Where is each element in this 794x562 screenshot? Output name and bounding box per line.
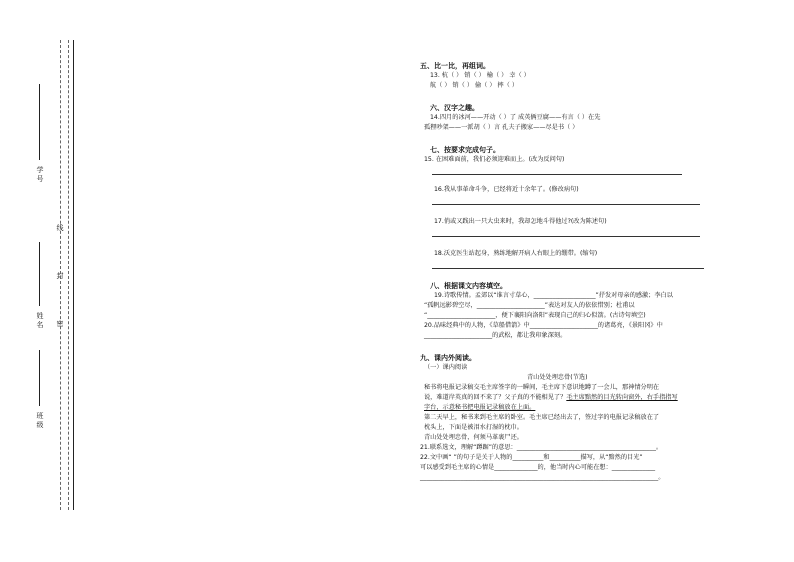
q22-line3: _____________________________________________________________________________。 [420, 474, 665, 481]
article-p1-l2 [424, 394, 678, 402]
name-label: 姓名 [36, 312, 44, 329]
q17-text: 17.俏或又践出一只大虫来时，我却怎地斗得他过?(改为陈述句) [434, 218, 607, 225]
section9-sub: （一）课内阅读 [424, 364, 468, 371]
article-p1-l1: 秘书将电报记录稿交毛主席签字的一瞬间，毛主席下意识地蹲了一会儿，那神情分明在 [424, 384, 660, 391]
article-title: 青山处处埋忠骨(节选) [527, 374, 588, 381]
section6-line2: 孤狸吵架——一派胡（ ）言 孔夫子搬家——尽是书（ ） [424, 124, 579, 131]
q15-answer-line[interactable] [432, 174, 682, 175]
section5-row2: 航（ ） 销（ ） 偷（ ） 摔（ ） [430, 82, 519, 89]
section6-line1: 14.四月的冰河——开动（ ）了 成英俩豆腐——有言（ ）在先 [430, 114, 601, 121]
q22-line2: 可以感受到毛主席的心情是______________的，他当时内心可能在想：______________ [420, 464, 656, 471]
section7-title: 七、按要求完成句子。 [430, 146, 500, 154]
binding-mark-xian: 线 [56, 224, 64, 232]
article-p1-l2-plain: 说，难道岸英真的回不来了？父子真的不能相见了？ [424, 394, 567, 401]
section5-title: 五、比一比，再组词。 [420, 62, 490, 70]
q15-text: 15. 在困难面前，我们必须迎难而上。(改为反问句) [424, 156, 565, 163]
article-p2-l2: 枕头上，下面是被泪水打湿的枕巾。 [424, 424, 523, 431]
q19-line1: 19.诗歌传情。孟郊以“谁言寸草心，____________________”抒发对母亲的感激；李白以 [434, 292, 673, 299]
underlined-sentence-part2: 字台，示意秘书把电报记录稿放在上面。 [424, 404, 536, 411]
q17-answer-line[interactable] [432, 236, 700, 237]
q18-text: 18.沃克医生站起身，熟练地解开病人右眼上的绷带。(缩句) [434, 250, 598, 257]
section9-title: 九、课内外阅读。 [420, 354, 476, 362]
student-id-label: 学号 [36, 166, 44, 183]
binding-mark-mi: 密 [56, 320, 64, 328]
q20-line1: 20.品味经典中的人物，《草船借箭》中______________________的诸葛亮，《景阳冈》中 [424, 322, 663, 329]
student-id-field[interactable] [39, 84, 40, 160]
q19-line2: “孤帆远影碧空尽，______________________”表达对友人的依依惜别；杜甫以 [424, 302, 635, 309]
article-p2-l1: 第二天早上，秘书来到毛主席的卧室。毛主席已经出去了，签过字的电报记录稿放在了 [424, 414, 660, 421]
section8-title: 八、根据课文内容填空。 [430, 282, 507, 290]
q20-line2: ______________________的武松，都让我印象深刻。 [424, 332, 567, 339]
q22-line1: 22.文中画“ ”的句子是关于人物的__________和__________描写，从“黯然的目光” [420, 454, 643, 461]
q19-line3: “______________________，便下襄阳向洛阳”表现自己的归心似箭。(古诗句填空) [424, 312, 646, 319]
class-field[interactable] [39, 350, 40, 406]
binding-dashed-line-inner [60, 40, 61, 510]
binding-solid-line [73, 40, 74, 510]
name-field[interactable] [39, 242, 40, 306]
binding-mark-feng: 封 [56, 272, 64, 280]
q21-text: 21.联系选文，理解“蹲踞”的意思：_____________________________________________。 [420, 444, 663, 451]
q18-answer-line[interactable] [432, 268, 704, 269]
binding-dashed-line-outer [68, 40, 69, 510]
q16-text: 16.我从事革命斗争，已经将近十余年了。(修改病句) [434, 186, 579, 193]
section5-row1: 13. 杭（ ） 销（ ） 榆（ ） 幸（ ） [430, 72, 530, 79]
q16-answer-line[interactable] [432, 204, 700, 205]
underlined-sentence-part1: 毛主席黯然的目光转向窗外，右手指指写 [566, 394, 678, 401]
section6-title: 六、汉字之趣。 [430, 104, 479, 112]
class-label: 班级 [36, 412, 44, 429]
article-p3: 青山处处埋忠骨，何须马革裹尸还。 [424, 434, 523, 441]
